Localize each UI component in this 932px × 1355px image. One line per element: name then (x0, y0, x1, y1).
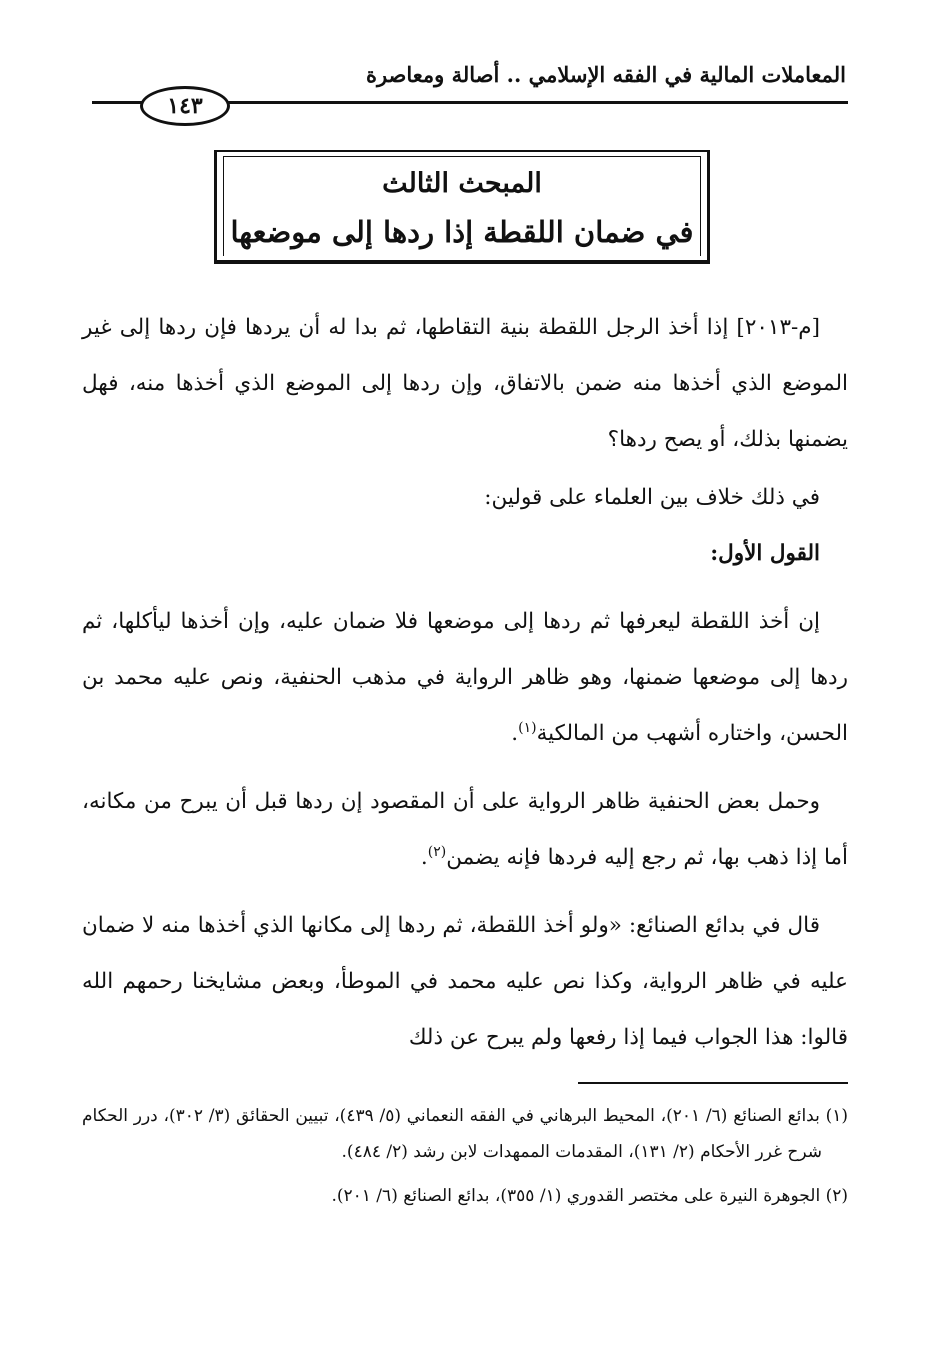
paragraph-first-opinion (82, 594, 848, 762)
paragraph-first-opinion-end: . (511, 721, 519, 746)
page-number: ١٤٣ (140, 86, 230, 126)
running-header: المعاملات المالية في الفقه الإسلامي .. أصالة ومعاصرة (365, 62, 846, 87)
paragraph-disagreement: في ذلك خلاف بين العلماء على قولين: (484, 485, 820, 510)
heading-first-opinion: القول الأول: (710, 541, 820, 566)
paragraph-hanafi-end: . (420, 845, 428, 870)
footnote-2: (٢) الجوهرة النيرة على مختصر القدوري (١/ ٣٥٥)، بدائع الصنائع (٦/ ٢٠١). (331, 1186, 848, 1206)
paragraph-first-opinion-text: إن أخذ اللقطة ليعرفها ثم ردها إلى موضعها فلا ضمان عليه، وإن أخذها ليأكلها، ثم ردها إلى موضعها ضمنها، وهو ظاهر الرواية في مذهب الحنفية، ونص عليه محمد بن الحسن، واختاره أشهب من المالكية (82, 609, 848, 746)
paragraph-intro: [م-٢٠١٣] إذا أخذ الرجل اللقطة بنية التقاطها، ثم بدا له أن يردها فإن ردها إلى غير الموضع الذي أخذها منه ضمن بالاتفاق، وإن ردها إلى الموضع الذي أخذها منه، فهل يضمنها بذلك، أو يصح ردها؟ (82, 315, 848, 452)
footnote-ref-2: (٢) (427, 843, 447, 860)
section-title: المبحث الثالث (382, 168, 542, 199)
footnote-separator (578, 1082, 848, 1084)
body-text (82, 300, 848, 1066)
paragraph-hanafi-interpretation (82, 774, 848, 886)
paragraph-hanafi-text: وحمل بعض الحنفية ظاهر الرواية على أن المقصود إن ردها قبل أن يبرح من مكانه، أما إذا ذهب بها، ثم رجع إليه فردها فإنه يضمن (82, 789, 848, 870)
section-title-box (214, 150, 710, 264)
paragraph-badai-quote: قال في بدائع الصنائع: «ولو أخذ اللقطة، ثم ردها إلى مكانها الذي أخذها منه لا ضمان عليه في ظاهر الرواية، وكذا نص عليه محمد في الموطأ، وبعض مشايخنا رحمهم الله قالوا: هذا الجواب فيما إذا رفعها ولم يبرح عن ذلك (82, 913, 848, 1050)
footnote-1: (١) بدائع الصنائع (٦/ ٢٠١)، المحيط البرهاني في الفقه النعماني (٥/ ٤٣٩)، تبيين الحقائق (٣/ ٣٠٢)، درر الحكام شرح غرر الأحكام (٢/ ١٣١)، المقدمات الممهدات لابن رشد (٢/ ٤٨٤). (82, 1106, 849, 1162)
footnotes (82, 1098, 848, 1214)
footnote-ref-1: (١) (518, 719, 537, 736)
section-subtitle: في ضمان اللقطة إذا ردها إلى موضعها (230, 215, 694, 249)
